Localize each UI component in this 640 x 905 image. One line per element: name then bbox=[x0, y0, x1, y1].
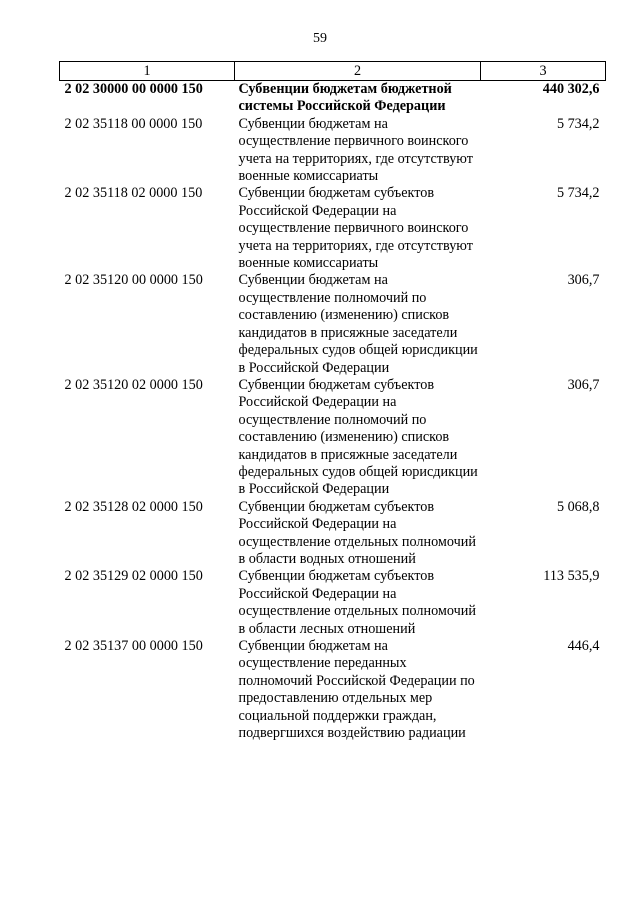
table-row bbox=[60, 377, 606, 499]
revenue-name: Субвенции бюджетам на осуществление первичного воинского учета на территориях, где отсутствуют военные комиссариаты bbox=[238, 115, 473, 185]
revenue-name: Субвенции бюджетам субъектов Российской Федерации на осуществление полномочий по составлению (изменению) списков кандидатов в присяжные заседатели федеральных судов общей юрисдикции в Российской Федерации bbox=[238, 376, 478, 498]
table-body bbox=[60, 81, 606, 743]
table-row bbox=[60, 116, 606, 186]
budget-code: 2 02 35118 00 0000 150 bbox=[64, 115, 203, 132]
table-row bbox=[60, 185, 606, 272]
amount: 440 302,6 bbox=[542, 81, 600, 97]
revenue-name: Субвенции бюджетам на осуществление переданных полномочий Российской Федерации по предоставлению отдельных мер социальной поддержки граждан, подвергшихся воздействию радиации bbox=[238, 638, 475, 742]
table-row bbox=[60, 272, 606, 376]
amount: 5 734,2 bbox=[556, 185, 600, 202]
page-number: 59 bbox=[313, 31, 327, 46]
table-row bbox=[60, 568, 606, 638]
amount: 446,4 bbox=[567, 638, 600, 654]
table-header bbox=[60, 62, 606, 81]
table-row bbox=[60, 638, 606, 742]
column-header-3: 3 bbox=[481, 62, 606, 81]
budget-code: 2 02 35129 02 0000 150 bbox=[64, 568, 203, 585]
budget-code: 2 02 35118 02 0000 150 bbox=[64, 185, 203, 202]
revenue-name: Субвенции бюджетам на осуществление полномочий по составлению (изменению) списков кандидатов в присяжные заседатели федеральных судов общей юрисдикции в Российской Федерации bbox=[238, 272, 478, 376]
budget-code: 2 02 35137 00 0000 150 bbox=[64, 638, 203, 654]
header-row bbox=[60, 62, 606, 81]
column-header-1: 1 bbox=[60, 62, 235, 81]
budget-table bbox=[59, 61, 606, 742]
revenue-name: Субвенции бюджетам субъектов Российской Федерации на осуществление отдельных полномочий в области водных отношений bbox=[238, 498, 476, 567]
amount: 306,7 bbox=[567, 272, 600, 289]
amount: 5 068,8 bbox=[556, 498, 600, 515]
column-header-2: 2 bbox=[235, 62, 481, 81]
amount: 5 734,2 bbox=[556, 115, 600, 132]
revenue-name: Субвенции бюджетам бюджетной системы Российской Федерации bbox=[238, 81, 452, 115]
table-row bbox=[60, 499, 606, 569]
amount: 113 535,9 bbox=[543, 568, 600, 585]
budget-code: 2 02 30000 00 0000 150 bbox=[64, 81, 203, 97]
amount: 306,7 bbox=[567, 376, 600, 393]
revenue-name: Субвенции бюджетам субъектов Российской Федерации на осуществление первичного воинского учета на территориях, где отсутствуют военные комиссариаты bbox=[238, 185, 473, 272]
budget-code: 2 02 35120 02 0000 150 bbox=[64, 376, 203, 393]
budget-code: 2 02 35128 02 0000 150 bbox=[64, 498, 203, 515]
revenue-name: Субвенции бюджетам субъектов Российской Федерации на осуществление отдельных полномочий в области лесных отношений bbox=[238, 568, 476, 637]
budget-code: 2 02 35120 00 0000 150 bbox=[64, 272, 203, 289]
table-row bbox=[60, 81, 606, 116]
